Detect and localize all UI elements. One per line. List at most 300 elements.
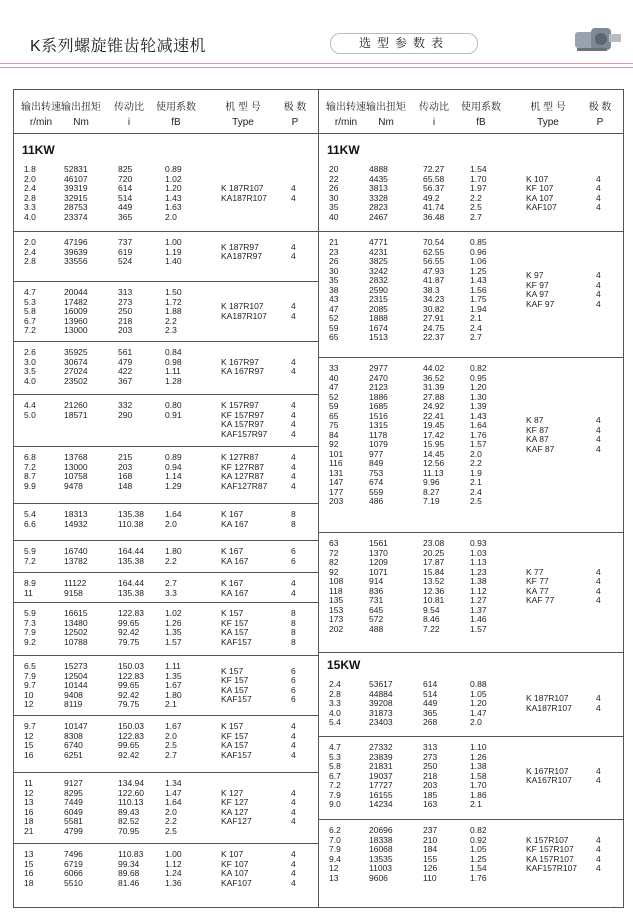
table-cell: 1209 bbox=[369, 557, 388, 567]
table-cell: 89.68 bbox=[118, 868, 140, 878]
table-cell: 218 bbox=[118, 315, 133, 326]
table-cell: 2.4 bbox=[470, 322, 482, 333]
table-cell: 4888 bbox=[369, 164, 388, 174]
table-cell: 13782 bbox=[64, 555, 88, 566]
pole-count: 4 bbox=[596, 289, 601, 300]
pole-count: 4 bbox=[596, 443, 601, 454]
table-cell: 122.83 bbox=[118, 730, 144, 741]
pole-count: 4 bbox=[291, 400, 296, 410]
table-cell: 1.11 bbox=[165, 661, 181, 671]
column-header-en: r/min bbox=[334, 117, 358, 128]
data-column bbox=[24, 453, 36, 491]
table-cell: 15 bbox=[24, 740, 34, 750]
table-cell: 1.02 bbox=[165, 173, 182, 184]
data-column bbox=[470, 165, 487, 222]
data-column bbox=[24, 165, 36, 222]
table-cell: 2.2 bbox=[165, 315, 177, 326]
data-column bbox=[369, 743, 393, 810]
data-column bbox=[369, 680, 393, 728]
model-type: K 107 bbox=[221, 849, 244, 859]
data-column bbox=[470, 680, 487, 728]
table-cell: 1.10 bbox=[470, 742, 487, 752]
table-cell: 89.43 bbox=[118, 806, 140, 817]
table-cell: 126 bbox=[423, 863, 438, 873]
table-cell: 8.27 bbox=[423, 486, 440, 497]
table-cell: 20.25 bbox=[423, 547, 445, 558]
data-column bbox=[423, 539, 444, 634]
data-column bbox=[423, 364, 444, 507]
model-type: K 97 bbox=[526, 270, 544, 281]
table-cell: 2832 bbox=[369, 275, 388, 285]
model-type: KA187R107 bbox=[526, 702, 572, 713]
table-cell: 0.82 bbox=[470, 363, 487, 373]
data-column bbox=[64, 662, 88, 710]
model-type: KA 77 bbox=[526, 585, 549, 596]
pole-count: 6 bbox=[291, 684, 296, 695]
table-cell: 1.72 bbox=[165, 296, 182, 307]
data-column bbox=[423, 238, 444, 343]
pole-count: 4 bbox=[291, 409, 296, 420]
table-cell: 1.13 bbox=[470, 557, 487, 567]
table-cell: 40 bbox=[329, 372, 339, 383]
pole-count: 4 bbox=[291, 471, 296, 481]
pole-count: 4 bbox=[596, 270, 601, 281]
table-cell: 1.12 bbox=[470, 585, 487, 596]
table-section bbox=[14, 232, 318, 282]
table-cell: 14.45 bbox=[423, 448, 445, 459]
table-section bbox=[14, 716, 318, 773]
table-cell: 47.93 bbox=[423, 265, 445, 276]
data-column bbox=[165, 722, 182, 760]
table-cell: 2.3 bbox=[165, 325, 177, 335]
table-section bbox=[14, 282, 318, 342]
table-cell: 21 bbox=[329, 237, 339, 247]
column-header-cn: 使用系数 bbox=[461, 102, 501, 113]
table-cell: 72 bbox=[329, 547, 339, 558]
model-type: K 187R97 bbox=[221, 241, 259, 252]
pole-count: 4 bbox=[291, 730, 296, 741]
column-header-cn: 传动比 bbox=[114, 102, 144, 113]
table-cell: 5581 bbox=[64, 816, 83, 826]
table-cell: 645 bbox=[369, 604, 384, 615]
model-type: K 77 bbox=[526, 566, 544, 577]
table-cell: 1.97 bbox=[470, 183, 487, 193]
table-section bbox=[14, 447, 318, 504]
table-cell: 2823 bbox=[369, 202, 388, 212]
table-cell: 2.7 bbox=[165, 749, 177, 760]
table-cell: 1.64 bbox=[165, 797, 182, 807]
table-cell: 4.0 bbox=[329, 707, 341, 718]
table-cell: 13535 bbox=[369, 853, 393, 864]
table-cell: 237 bbox=[423, 825, 438, 835]
model-type: K 167R97 bbox=[221, 356, 259, 367]
data-column bbox=[24, 662, 36, 710]
table-cell: 1513 bbox=[369, 332, 388, 342]
table-cell: 6066 bbox=[64, 868, 83, 878]
data-column bbox=[423, 826, 437, 883]
table-cell: 12.36 bbox=[423, 585, 445, 596]
table-cell: 674 bbox=[369, 477, 384, 487]
model-type: K 107 bbox=[526, 173, 549, 184]
table-cell: 2.4 bbox=[24, 246, 36, 257]
model-type: K 127 bbox=[221, 787, 244, 798]
model-type: KF 127R87 bbox=[221, 461, 264, 472]
table-cell: 13 bbox=[24, 797, 34, 807]
table-cell: 559 bbox=[369, 486, 384, 497]
column-header-en: Nm bbox=[378, 117, 394, 128]
table-cell: 92 bbox=[329, 566, 339, 577]
table-cell: 41.87 bbox=[423, 275, 445, 285]
data-column bbox=[165, 579, 177, 598]
model-type: KAF157 bbox=[221, 636, 252, 647]
table-cell: 977 bbox=[369, 448, 384, 459]
column-header-cn: 机 型 号 bbox=[225, 102, 261, 113]
table-cell: 1.57 bbox=[165, 636, 182, 647]
table-cell: 13000 bbox=[64, 325, 88, 335]
data-column bbox=[64, 288, 88, 336]
table-cell: 59 bbox=[329, 401, 339, 411]
table-cell: 7.3 bbox=[24, 617, 36, 628]
data-column bbox=[24, 401, 36, 420]
table-cell: 14234 bbox=[369, 799, 393, 809]
pole-count: 4 bbox=[596, 595, 601, 605]
table-section bbox=[319, 232, 623, 358]
corner-mark: . bbox=[613, 903, 615, 909]
model-type: KAF 97 bbox=[526, 298, 555, 309]
table-cell: 1.25 bbox=[470, 265, 487, 276]
table-cell: 4.0 bbox=[24, 211, 36, 222]
table-cell: 720 bbox=[118, 173, 133, 184]
pole-count: 4 bbox=[291, 797, 296, 807]
table-cell: 313 bbox=[423, 742, 438, 752]
table-cell: 17727 bbox=[369, 780, 393, 790]
table-cell: 110 bbox=[423, 872, 437, 883]
table-cell: 99.65 bbox=[118, 617, 140, 628]
pole-count: 4 bbox=[291, 721, 296, 731]
pole-count: 4 bbox=[596, 434, 601, 445]
data-column bbox=[329, 743, 341, 810]
table-cell: 11122 bbox=[64, 578, 87, 588]
table-cell: 9.4 bbox=[329, 853, 341, 864]
model-type: K 187R107 bbox=[221, 183, 264, 193]
data-column bbox=[369, 165, 388, 222]
table-cell: 0.82 bbox=[470, 825, 487, 835]
table-cell: 3.3 bbox=[24, 202, 36, 212]
table-cell: 59 bbox=[329, 322, 339, 333]
pole-count: 6 bbox=[291, 675, 296, 686]
table-cell: 7.2 bbox=[24, 461, 36, 472]
table-cell: 12.56 bbox=[423, 458, 445, 468]
table-cell: 16 bbox=[24, 749, 34, 760]
table-cell: 2.8 bbox=[24, 256, 36, 266]
table-cell: 1.47 bbox=[165, 787, 182, 798]
table-cell: 36.48 bbox=[423, 211, 445, 222]
data-column bbox=[118, 779, 144, 836]
table-cell: 1.05 bbox=[470, 844, 487, 854]
table-cell: 0.96 bbox=[470, 246, 487, 257]
table-cell: 449 bbox=[423, 698, 438, 708]
model-type: KA 167 bbox=[221, 555, 249, 566]
table-cell: 12502 bbox=[64, 627, 88, 637]
model-type: K 157R107 bbox=[526, 834, 569, 845]
table-cell: 2.5 bbox=[470, 496, 482, 506]
data-column bbox=[118, 609, 144, 647]
table-cell: 6251 bbox=[64, 749, 83, 760]
column-header-cn: 输出扭矩 bbox=[366, 102, 406, 113]
table-cell: 47 bbox=[329, 303, 339, 314]
data-column bbox=[24, 510, 36, 529]
table-cell: 63 bbox=[329, 538, 339, 548]
table-cell: 17.87 bbox=[423, 557, 445, 567]
table-section bbox=[14, 541, 318, 573]
section-title-power: 15KW bbox=[327, 658, 361, 672]
model-type: KAF127R87 bbox=[221, 480, 268, 491]
table-cell: 27024 bbox=[64, 366, 88, 376]
data-column bbox=[329, 165, 338, 222]
table-cell: 1.26 bbox=[165, 617, 182, 628]
data-column bbox=[470, 364, 487, 507]
pole-count: 4 bbox=[596, 844, 601, 854]
data-column bbox=[64, 165, 88, 222]
model-type: KA167R107 bbox=[526, 775, 572, 786]
table-cell: 914 bbox=[369, 576, 384, 586]
table-cell: 5.8 bbox=[329, 761, 341, 771]
data-column bbox=[369, 364, 388, 507]
data-column bbox=[118, 401, 132, 420]
table-cell: 16 bbox=[24, 868, 34, 878]
pole-count: 4 bbox=[596, 202, 601, 212]
table-cell: 0.95 bbox=[470, 372, 487, 383]
model-type: KA 87 bbox=[526, 434, 549, 445]
table-cell: 185 bbox=[423, 789, 438, 800]
table-cell: 108 bbox=[329, 576, 344, 586]
pole-count: 4 bbox=[291, 877, 296, 888]
table-cell: 268 bbox=[423, 717, 438, 727]
pole-count: 4 bbox=[291, 868, 296, 878]
data-column bbox=[165, 609, 182, 647]
table-cell: 15 bbox=[24, 858, 34, 869]
table-cell: 8.46 bbox=[423, 614, 440, 624]
table-cell: 6.7 bbox=[24, 315, 36, 326]
model-type: KAF157 bbox=[221, 749, 252, 760]
table-cell: 3.3 bbox=[165, 587, 177, 598]
table-cell: 99.65 bbox=[118, 680, 140, 690]
table-cell: 1178 bbox=[369, 429, 388, 440]
table-cell: 1.11 bbox=[165, 366, 181, 376]
table-cell: 1.36 bbox=[165, 877, 182, 888]
data-column bbox=[118, 453, 132, 491]
model-type: K 167 bbox=[221, 578, 244, 588]
pole-count: 4 bbox=[596, 192, 601, 203]
model-type: KA 167 bbox=[221, 518, 249, 529]
model-type: KA187R107 bbox=[221, 192, 267, 203]
data-column bbox=[329, 238, 338, 343]
model-type: K 167R107 bbox=[526, 765, 569, 776]
table-cell: 9408 bbox=[64, 689, 83, 700]
pole-count: 4 bbox=[596, 693, 601, 704]
table-cell: 79.75 bbox=[118, 699, 140, 709]
table-cell: 8119 bbox=[64, 699, 83, 709]
data-column bbox=[118, 662, 144, 710]
table-cell: 6740 bbox=[64, 740, 83, 750]
table-cell: 422 bbox=[118, 366, 133, 376]
table-cell: 572 bbox=[369, 614, 384, 624]
table-cell: 1.29 bbox=[165, 480, 182, 491]
table-cell: 1315 bbox=[369, 420, 388, 430]
table-cell: 3825 bbox=[369, 256, 388, 266]
data-column bbox=[165, 238, 182, 267]
table-cell: 367 bbox=[118, 375, 133, 386]
table-cell: 65.58 bbox=[423, 173, 445, 184]
table-cell: 5.9 bbox=[24, 546, 36, 556]
table-cell: 20044 bbox=[64, 287, 88, 297]
table-cell: 203 bbox=[329, 496, 344, 506]
table-cell: 8.7 bbox=[24, 471, 36, 481]
pole-count: 8 bbox=[291, 617, 296, 628]
table-cell: 4799 bbox=[64, 825, 83, 836]
data-column bbox=[118, 288, 132, 336]
pole-count: 4 bbox=[291, 787, 296, 798]
table-cell: 16740 bbox=[64, 546, 88, 556]
table-cell: 47 bbox=[329, 382, 339, 392]
table-cell: 23403 bbox=[369, 717, 393, 727]
table-cell: 10788 bbox=[64, 636, 88, 647]
pole-count: 8 bbox=[291, 636, 296, 647]
table-cell: 1.43 bbox=[165, 192, 182, 203]
pole-count: 6 bbox=[291, 694, 296, 705]
section-title-power: 11KW bbox=[327, 143, 360, 157]
pole-count: 4 bbox=[596, 765, 601, 776]
table-cell: 2.5 bbox=[165, 825, 177, 836]
data-column bbox=[24, 288, 36, 336]
table-cell: 2.1 bbox=[165, 699, 177, 709]
column-header-en: Type bbox=[232, 117, 254, 128]
table-cell: 2.0 bbox=[165, 518, 177, 529]
table-section bbox=[14, 844, 318, 907]
table-cell: 0.91 bbox=[165, 409, 182, 420]
table-cell: 17.42 bbox=[423, 429, 445, 440]
data-column bbox=[24, 348, 36, 386]
table-cell: 524 bbox=[118, 256, 133, 266]
table-cell: 1.00 bbox=[165, 849, 182, 859]
pole-count: 4 bbox=[291, 192, 296, 203]
table-cell: 6049 bbox=[64, 806, 83, 817]
table-cell: 250 bbox=[118, 306, 133, 316]
table-cell: 22.41 bbox=[423, 410, 445, 421]
table-cell: 11 bbox=[24, 587, 33, 598]
table-cell: 2.0 bbox=[470, 717, 482, 727]
table-cell: 155 bbox=[423, 853, 438, 864]
pole-count: 4 bbox=[291, 587, 296, 598]
table-cell: 18313 bbox=[64, 509, 88, 519]
pole-count: 4 bbox=[596, 834, 601, 845]
table-cell: 7.9 bbox=[329, 789, 341, 800]
table-cell: 9.2 bbox=[24, 636, 36, 647]
pole-count: 4 bbox=[596, 415, 601, 426]
pole-count: 4 bbox=[291, 310, 296, 321]
model-type: KA 157 bbox=[221, 740, 249, 750]
table-cell: 46107 bbox=[64, 173, 88, 184]
data-column bbox=[118, 510, 144, 529]
table-cell: 2.1 bbox=[470, 799, 482, 809]
column-header-en: r/min bbox=[29, 117, 53, 128]
column-header-cn: 传动比 bbox=[419, 102, 449, 113]
data-column bbox=[329, 539, 343, 634]
table-cell: 14932 bbox=[64, 518, 88, 529]
pole-count: 4 bbox=[596, 775, 601, 786]
table-cell: 110.38 bbox=[118, 518, 144, 529]
table-cell: 6.2 bbox=[329, 825, 341, 835]
table-cell: 1685 bbox=[369, 401, 388, 411]
pole-count: 4 bbox=[291, 419, 296, 429]
model-type: K 157 bbox=[221, 608, 244, 618]
table-cell: 122.83 bbox=[118, 608, 144, 618]
table-cell: 30.82 bbox=[423, 303, 445, 314]
data-column bbox=[64, 722, 88, 760]
table-cell: 20696 bbox=[369, 825, 393, 835]
table-cell: 449 bbox=[118, 202, 133, 212]
data-column bbox=[64, 547, 88, 566]
table-cell: 10758 bbox=[64, 471, 88, 481]
column-header-cn: 极 数 bbox=[588, 102, 612, 113]
table-cell: 92.42 bbox=[118, 627, 140, 637]
table-cell: 116 bbox=[329, 458, 343, 468]
table-cell: 3328 bbox=[369, 192, 388, 203]
table-cell: 0.80 bbox=[165, 400, 182, 410]
table-cell: 1.35 bbox=[165, 670, 182, 681]
pole-count: 8 bbox=[291, 518, 296, 529]
gear-reducer-icon bbox=[573, 22, 623, 54]
table-cell: 2.8 bbox=[24, 192, 36, 203]
table-cell: 52831 bbox=[64, 164, 88, 174]
table-cell: 12 bbox=[24, 730, 34, 741]
table-cell: 184 bbox=[423, 844, 438, 854]
table-cell: 9.96 bbox=[423, 477, 440, 487]
model-type: KF 87 bbox=[526, 424, 549, 435]
table-cell: 1.70 bbox=[470, 780, 487, 790]
table-cell: 3.0 bbox=[24, 356, 36, 367]
table-cell: 1886 bbox=[369, 391, 388, 402]
data-column bbox=[165, 662, 182, 710]
table-cell: 1.46 bbox=[470, 614, 487, 624]
table-cell: 135 bbox=[329, 595, 344, 605]
model-type: KA 167 bbox=[221, 587, 249, 598]
table-cell: 2.4 bbox=[329, 679, 341, 689]
pole-count: 8 bbox=[291, 509, 296, 519]
pole-count: 4 bbox=[291, 301, 296, 312]
table-cell: 27.91 bbox=[423, 313, 445, 323]
pole-count: 8 bbox=[291, 608, 296, 618]
table-cell: 164.44 bbox=[118, 546, 144, 556]
data-column bbox=[64, 348, 88, 386]
table-cell: 18 bbox=[24, 877, 34, 888]
model-type: KAF157R107 bbox=[526, 863, 578, 873]
table-cell: 134.94 bbox=[118, 778, 144, 788]
column-header-cn: 机 型 号 bbox=[530, 102, 566, 113]
table-cell: 1.27 bbox=[470, 595, 487, 605]
table-cell: 1.57 bbox=[470, 439, 487, 449]
table-cell: 0.93 bbox=[470, 538, 487, 548]
table-cell: 1.76 bbox=[470, 429, 487, 440]
table-cell: 488 bbox=[369, 623, 384, 634]
table-cell: 203 bbox=[423, 780, 438, 790]
table-cell: 1674 bbox=[369, 322, 388, 333]
table-cell: 84 bbox=[329, 429, 339, 440]
data-column bbox=[24, 609, 36, 647]
table-cell: 19037 bbox=[369, 770, 393, 781]
table-cell: 1079 bbox=[369, 439, 388, 449]
table-cell: 3.3 bbox=[329, 698, 341, 708]
